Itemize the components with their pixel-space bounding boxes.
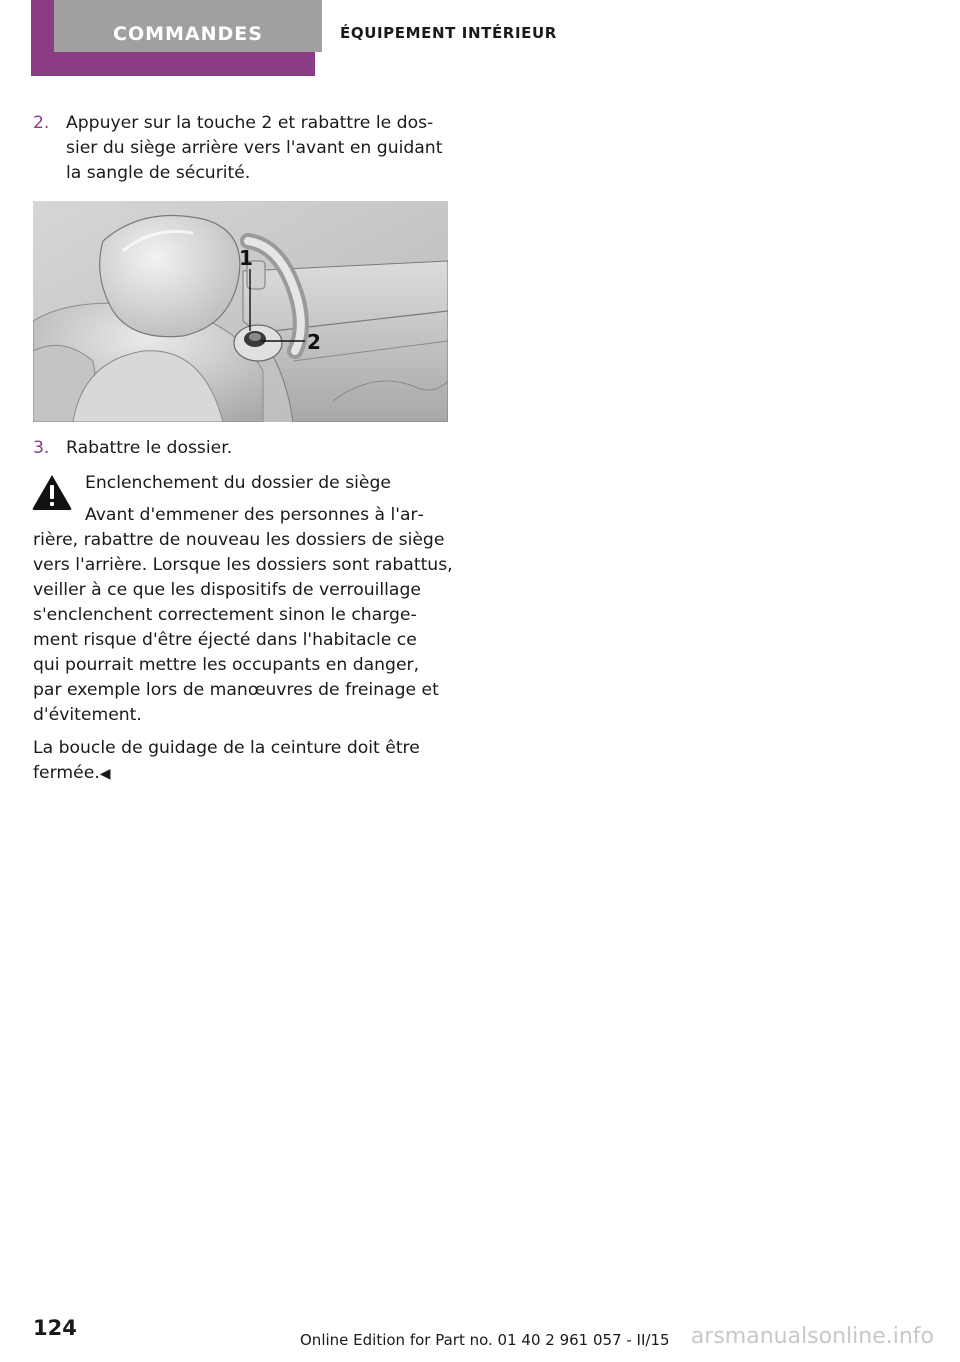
step-2 (33, 111, 449, 186)
end-of-warning-mark: ◀ (99, 766, 111, 782)
warning-line: s'enclenchent correctement sinon le charge‐ (33, 605, 417, 625)
warning-line: ment risque d'être éjecté dans l'habitacle ce (33, 630, 417, 650)
step-line: la sangle de sécurité. (66, 163, 251, 183)
callout-1: 1 (239, 246, 253, 270)
chapter-title: COMMANDES (113, 23, 263, 45)
seat-release-illustration (33, 201, 448, 422)
step-3 (33, 436, 449, 461)
section-title: ÉQUIPEMENT INTÉRIEUR (340, 24, 557, 42)
step-text (66, 436, 450, 461)
callout-2: 2 (307, 330, 321, 354)
header-tab-inner (54, 0, 322, 52)
warning-note-line: La boucle de guidage de la ceinture doit être (33, 738, 420, 758)
step-number: 2. (33, 113, 50, 133)
step-line: Rabattre le dossier. (66, 438, 233, 458)
warning-line: par exemple lors de manœuvres de freinage et (33, 680, 439, 700)
warning-line: d'évitement. (33, 705, 142, 725)
warning-line: qui pourrait mettre les occupants en danger, (33, 655, 420, 675)
warning-line: Avant d'emmener des personnes à l'ar‐ (85, 505, 424, 525)
edition-note: Online Edition for Part no. 01 40 2 961 057 - II/15 (300, 1331, 670, 1349)
warning-line: veiller à ce que les dispositifs de verrouillage (33, 580, 421, 600)
warning-line: vers l'arrière. Lorsque les dossiers sont rabattus, (33, 555, 453, 575)
warning-triangle-icon (31, 473, 73, 511)
step-line: sier du siège arrière vers l'avant en guidant (66, 138, 443, 158)
warning-note-line: fermée. (33, 763, 100, 783)
warning-note-last (33, 761, 111, 787)
warning-line: rière, rabattre de nouveau les dossiers de siège (33, 530, 445, 550)
warning-title: Enclenchement du dossier de siège (85, 473, 391, 493)
page-number: 124 (33, 1316, 77, 1340)
step-text (66, 111, 450, 186)
step-number: 3. (33, 438, 50, 458)
watermark: arsmanualsonline.info (690, 1324, 934, 1349)
step-line: Appuyer sur la touche 2 et rabattre le dos‐ (66, 113, 434, 133)
rear-seat-drawing (33, 201, 448, 422)
header-tab-wrap (31, 0, 315, 76)
